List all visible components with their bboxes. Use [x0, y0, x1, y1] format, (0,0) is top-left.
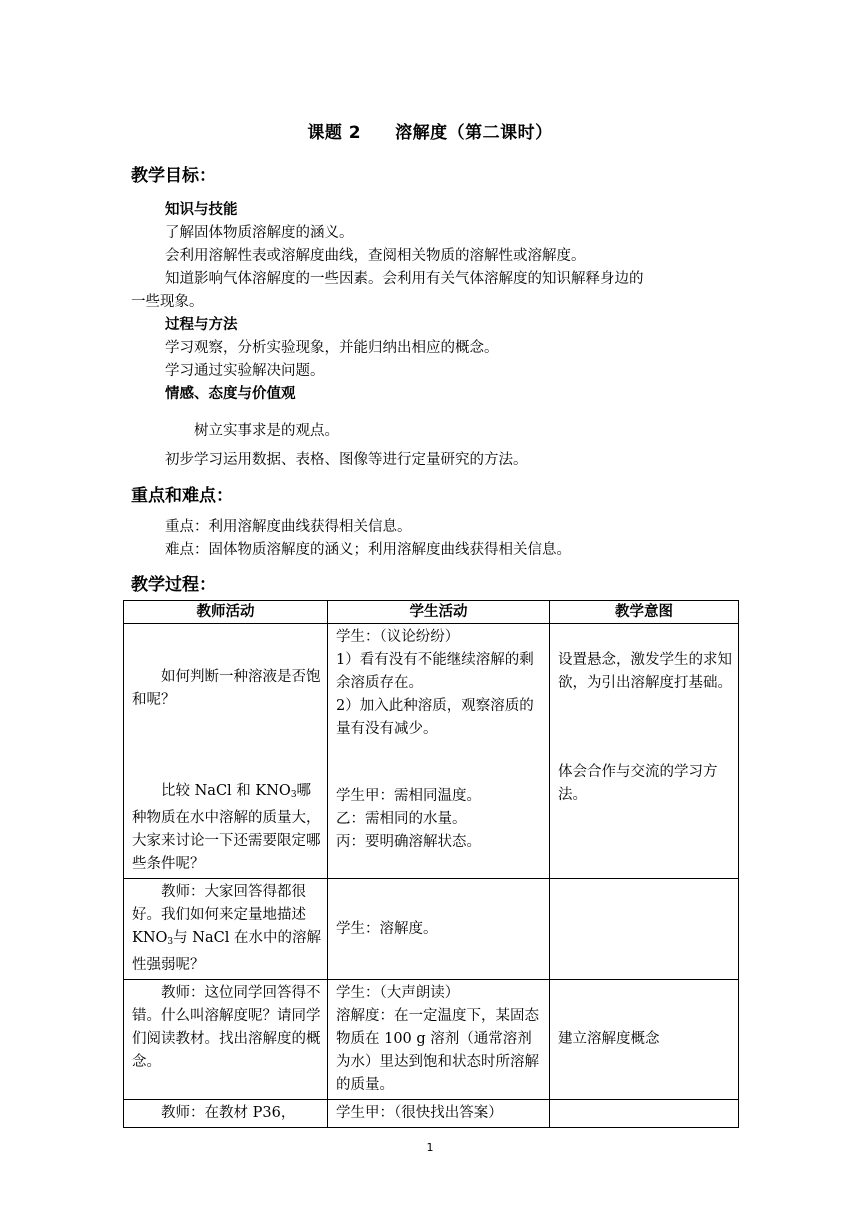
student-answer: 学生：（议论纷纷）	[336, 629, 460, 645]
intent-text: 设置悬念，激发学生的求知欲，为引出溶解度打基础。	[558, 652, 732, 691]
emotion-line: 初步学习运用数据、表格、图像等进行定量研究的方法。	[165, 452, 528, 468]
difficulty-line: 难点：固体物质溶解度的涵义；利用溶解度曲线获得相关信息。	[165, 542, 571, 558]
knowledge-line: 知道影响气体溶解度的一些因素。会利用有关气体溶解度的知识解释身边的	[165, 271, 644, 287]
knowledge-line: 了解固体物质溶解度的涵义。	[165, 225, 354, 241]
intent-text: 建立溶解度概念	[558, 1031, 660, 1047]
student-answer: 学生：溶解度。	[336, 920, 438, 937]
knowledge-line: 会利用溶解性表或溶解度曲线，查阅相关物质的溶解性或溶解度。	[165, 248, 586, 264]
student-answer: 溶解度：在一定温度下，某固态物质在 100 g 溶剂（通常溶剂为水）里达到饱和状态时所溶解的质量。	[336, 1008, 539, 1093]
page-title	[0, 118, 860, 143]
page-number: 1	[426, 1141, 434, 1154]
student-cell	[328, 879, 550, 980]
student-answer: 2）加入此种溶质，观察溶质的量有没有减少。	[336, 698, 534, 737]
student-answer: 学生：（大声朗读）	[336, 985, 460, 1001]
teacher-cell: 教师：这位同学回答得不错。什么叫溶解度呢？请同学们阅读教材。找出溶解度的概念。	[124, 980, 328, 1100]
teacher-cell: 教师：在教材 P36，	[124, 1100, 328, 1128]
knowledge-heading: 知识与技能	[165, 202, 238, 218]
student-cell	[328, 624, 550, 879]
lesson-title: 溶解度（第二课时）	[395, 123, 553, 143]
header-intent: 教学意图	[550, 601, 739, 624]
header-teacher: 教师活动	[124, 601, 328, 624]
emotion-heading: 情感、态度与价值观	[165, 386, 296, 402]
table-row	[124, 624, 739, 879]
knowledge-line: 一些现象。	[131, 294, 204, 310]
table-header-row	[124, 601, 739, 624]
process-line: 学习观察，分析实验现象，并能归纳出相应的概念。	[165, 340, 499, 356]
teaching-process-table	[123, 600, 739, 1128]
student-answer: 丙：要明确溶解状态。	[336, 834, 481, 850]
lesson-number: 课题 2	[307, 123, 362, 143]
emotion-line: 树立实事求是的观点。	[194, 423, 339, 439]
student-answer: 1）看有没有不能继续溶解的剩余溶质存在。	[336, 652, 534, 691]
key-points-heading: 重点和难点：	[131, 486, 233, 506]
intent-text: 体会合作与交流的学习方法。	[558, 764, 718, 803]
objectives-heading: 教学目标：	[131, 166, 216, 186]
header-student: 学生活动	[328, 601, 550, 624]
process-line: 学习通过实验解决问题。	[165, 363, 325, 379]
table-row	[124, 1100, 739, 1128]
teacher-cell	[124, 624, 328, 879]
intent-cell	[550, 1100, 739, 1128]
key-point-line: 重点：利用溶解度曲线获得相关信息。	[165, 519, 412, 535]
teacher-question: 比较 NaCl 和 $KNO_3$哪种物质在水中溶解的质量大，大家来讨论一下还需要限定哪些条件呢？	[132, 783, 321, 872]
student-cell	[328, 1100, 550, 1128]
student-answer: 学生甲：需相同温度。	[336, 788, 481, 804]
process-heading: 过程与方法	[165, 317, 238, 333]
teacher-cell: 教师：大家回答得都很好。我们如何来定量地描述 $KNO_3$与 NaCl 在水中的溶解性强弱呢？	[124, 879, 328, 980]
intent-cell	[550, 879, 739, 980]
intent-cell	[550, 980, 739, 1100]
teacher-question: 如何判断一种溶液是否饱和呢？	[132, 669, 321, 708]
intent-cell	[550, 624, 739, 879]
table-row	[124, 879, 739, 980]
student-answer: 乙：需相同的水量。	[336, 811, 467, 827]
student-cell	[328, 980, 550, 1100]
student-answer: 学生甲：（很快找出答案）	[336, 1105, 503, 1121]
table-row	[124, 980, 739, 1100]
process-table-heading: 教学过程：	[131, 575, 216, 595]
